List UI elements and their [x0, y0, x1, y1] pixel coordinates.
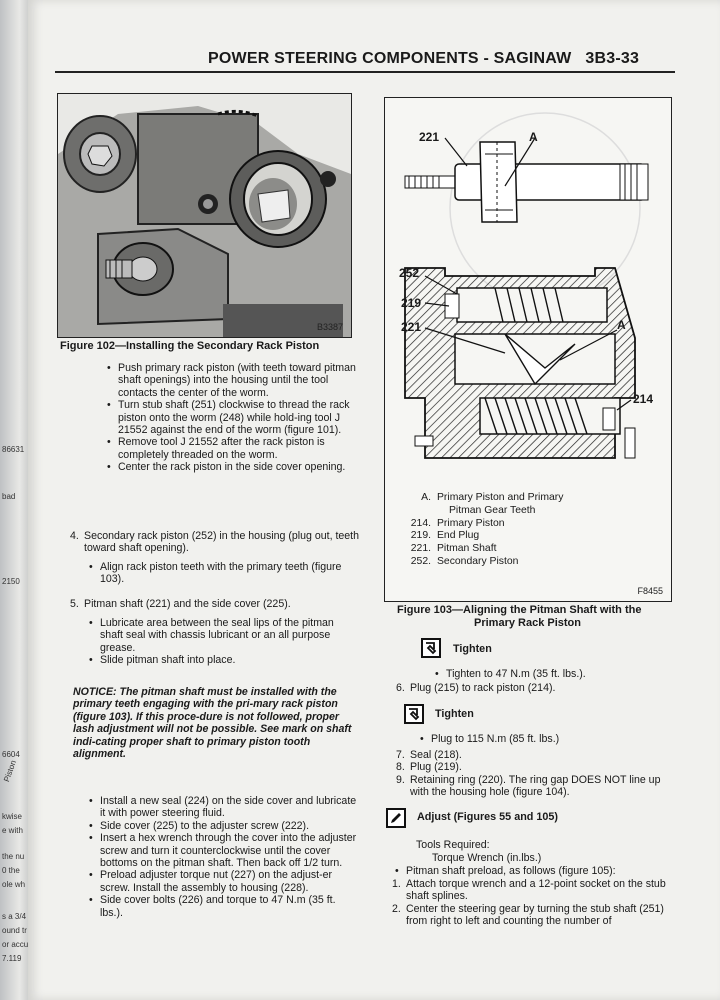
- tighten-heading: Tighten: [453, 643, 492, 655]
- list-item: • Slide pitman shaft into place.: [86, 654, 358, 666]
- legend-text: Primary Piston: [437, 517, 505, 529]
- edge-fragment: s a 3/4: [2, 912, 27, 921]
- figure-103-id: F8455: [637, 586, 663, 596]
- callout-a-lower: A: [617, 318, 626, 332]
- figure-103-diagram: [384, 97, 672, 602]
- callout-221: 221: [419, 130, 440, 144]
- edge-fragment: the nu: [2, 852, 25, 861]
- steps-7-9: [396, 749, 676, 799]
- edge-fragment: ole wh: [2, 880, 26, 889]
- list-item: • Center the rack piston in the side cover opening.: [104, 461, 356, 473]
- legend-key: 252.: [410, 555, 431, 567]
- edge-fragment: Piston: [2, 759, 19, 784]
- legend-text: Primary Piston and Primary: [437, 492, 564, 503]
- step-text: Attach torque wrench and a 12-point socket on the stub shaft splines.: [406, 878, 666, 903]
- step-4: [70, 530, 360, 555]
- header-rule: [55, 71, 675, 73]
- step-4-bullet: [86, 561, 356, 586]
- preload-bullet: [392, 865, 672, 877]
- step-text: Plug (219).: [410, 761, 462, 774]
- steering-gear-photo-illustration: [58, 94, 351, 337]
- edge-fragment: e with: [2, 826, 23, 835]
- step-number: 1.: [392, 878, 401, 890]
- step-text: Secondary rack piston (252) in the housing (plug out, teeth toward shaft opening).: [84, 530, 360, 555]
- legend-row: [393, 492, 663, 505]
- figure-102-id: B3387: [316, 322, 343, 332]
- step-6: [396, 682, 676, 694]
- list-item: • Tighten to 47 N.m (35 ft. lbs.).: [432, 668, 672, 680]
- edge-fragment: 2150: [2, 577, 20, 586]
- edge-fragment: bad: [2, 492, 16, 501]
- list-item: • Align rack piston teeth with the primary teeth (figure 103).: [86, 561, 356, 586]
- step-text: Center the steering gear by turning the stub shaft (251) from right to left and counting the number of: [406, 902, 664, 928]
- callout-252: 252: [399, 266, 420, 280]
- callout-219: 219: [401, 296, 422, 310]
- edge-fragment: 7.119: [2, 954, 22, 963]
- step-5-bullets: [86, 617, 358, 667]
- callout-221-lower: 221: [401, 320, 422, 334]
- step-number: 6.: [396, 682, 405, 694]
- legend-row: [393, 518, 663, 531]
- list-item: • Turn stub shaft (251) clockwise to thread the rack piston onto the worm (248) while hold-ing tool J 21552 against the end of the worm (figure 101).: [104, 399, 356, 436]
- legend-row: [393, 530, 663, 543]
- step-number: 4.: [70, 530, 79, 542]
- list-item: • Side cover (225) to the adjuster screw (222).: [86, 820, 358, 832]
- legend-text: Secondary Piston: [437, 555, 519, 567]
- list-item: • Insert a hex wrench through the cover into the adjuster screw and turn it counterclockwise until the cover bottoms on the pitman shaft. Then back off 1/2 turn.: [86, 832, 358, 869]
- figure-102-photo: [57, 93, 352, 338]
- adjacent-page-edge: [0, 0, 28, 1000]
- page-header-title: POWER STEERING COMPONENTS - SAGINAW 3B3-33: [208, 50, 640, 67]
- list-item: • Install a new seal (224) on the side cover and lubricate it with power steering fluid.: [86, 795, 358, 820]
- install-bullets-a: [104, 362, 356, 474]
- step-text: Plug (215) to rack piston (214).: [410, 682, 556, 694]
- edge-fragment: 0 the: [2, 866, 20, 875]
- tighten-icon: [404, 704, 424, 724]
- list-item: • Lubricate area between the seal lips of the pitman shaft seal with chassis lubricant or an all purpose grease.: [86, 617, 358, 654]
- step-text: Retaining ring (220). The ring gap DOES NOT line up with the housing hole (figure 104).: [410, 773, 661, 799]
- callout-a: A: [529, 130, 538, 144]
- list-item: • Remove tool J 21552 after the rack piston is completely threaded on the worm.: [104, 436, 356, 461]
- legend-key: 221.: [410, 543, 431, 555]
- step-number: 7.: [396, 749, 405, 761]
- edge-fragment: 6604: [2, 750, 20, 759]
- legend-row: [393, 543, 663, 556]
- legend-key: 219.: [410, 530, 431, 542]
- list-item: • Push primary rack piston (with teeth toward pitman shaft openings) into the housing until the tool contacts the center of the worm.: [104, 362, 356, 399]
- install-bullets-b: [86, 795, 358, 919]
- tighten-icon: [421, 638, 441, 658]
- legend-key: 214.: [410, 517, 431, 529]
- figure-103-legend: [393, 492, 663, 569]
- list-item: • Plug to 115 N.m (85 ft. lbs.): [417, 733, 667, 745]
- step-text: Seal (218).: [410, 749, 462, 761]
- adjust-steps: [392, 878, 674, 928]
- torque-wrench-tool: Torque Wrench (in.lbs.): [432, 852, 542, 864]
- edge-fragment: kwise: [2, 812, 23, 821]
- edge-fragment: or accu: [2, 940, 28, 949]
- adjust-heading: Adjust (Figures 55 and 105): [417, 811, 558, 823]
- step-5: [70, 598, 360, 610]
- tighten-1-bullet: [432, 668, 672, 680]
- tools-required-label: Tools Required:: [416, 839, 490, 851]
- list-item: • Pitman shaft preload, as follows (figure 105):: [392, 865, 672, 877]
- step-number: 8.: [396, 761, 405, 774]
- legend-row: [393, 505, 663, 518]
- adjust-icon: [386, 808, 406, 828]
- legend-text: Pitman Gear Teeth: [449, 504, 536, 516]
- legend-row: [393, 556, 663, 569]
- list-item: • Side cover bolts (226) and torque to 47 N.m (35 ft. lbs.).: [86, 894, 358, 919]
- tighten-heading: Tighten: [435, 708, 474, 720]
- callout-214: 214: [633, 392, 654, 406]
- legend-text: End Plug: [437, 530, 480, 542]
- figure-102-caption: Figure 102—Installing the Secondary Rack Piston: [60, 340, 320, 352]
- step-text: Pitman shaft (221) and the side cover (225).: [84, 598, 291, 610]
- legend-text: Pitman Shaft: [437, 543, 497, 555]
- legend-key: A.: [421, 492, 431, 503]
- step-number: 2.: [392, 902, 401, 915]
- figure-103-caption-line1: Figure 103—Aligning the Pitman Shaft with the: [397, 604, 642, 616]
- tighten-2-bullet: [417, 733, 667, 745]
- notice-text: NOTICE: The pitman shaft must be installed with the primary teeth engaging with the pri-mary rack piston (figure 103). If this proce-dure is not followed, proper lash adjustment will not be possible. See mark on shaft indi-cating proper shaft to primary piston tooth alignment.: [73, 686, 352, 761]
- step-number: 9.: [396, 773, 405, 786]
- edge-fragment: ound tr: [2, 926, 27, 935]
- list-item: • Preload adjuster torque nut (227) on the adjust-er screw. Install the assembly to housing (228).: [86, 869, 358, 894]
- figure-103-caption-line2: Primary Rack Piston: [474, 617, 581, 629]
- step-number: 5.: [70, 598, 79, 610]
- edge-fragment: 86631: [2, 445, 25, 454]
